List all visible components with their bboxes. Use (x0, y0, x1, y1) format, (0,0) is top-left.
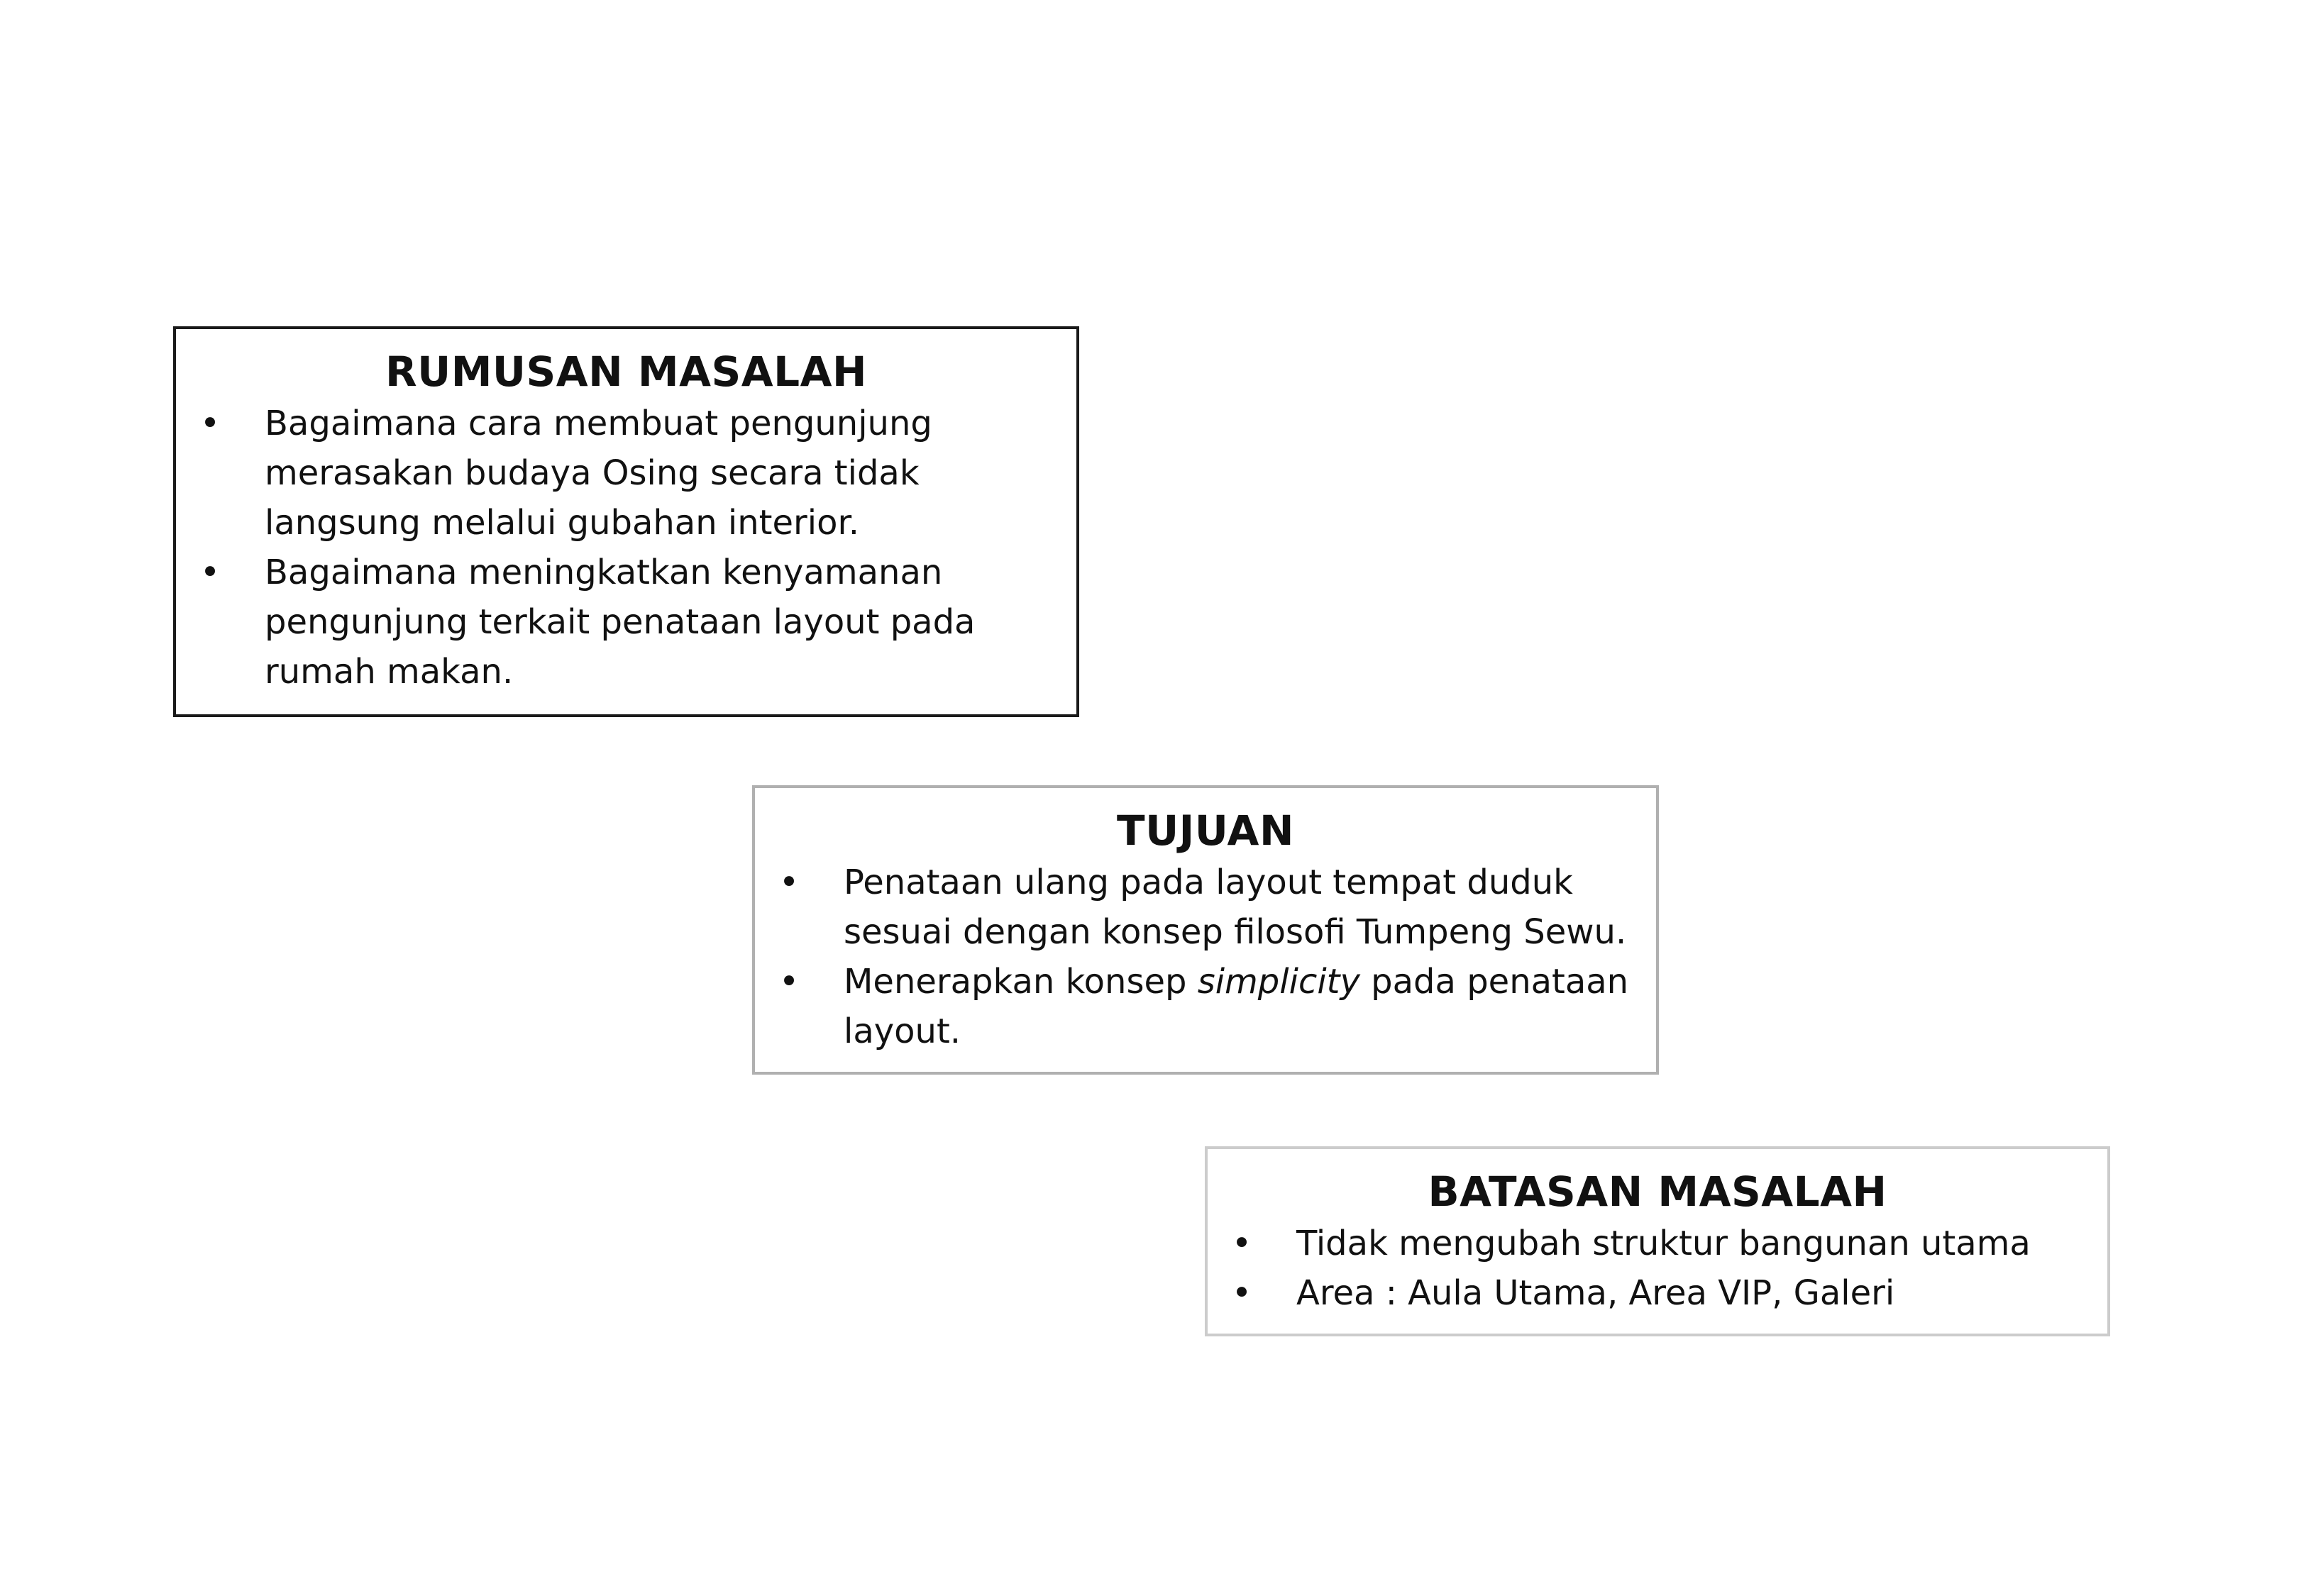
emphasis-text: simplicity (1197, 962, 1360, 1002)
list-item (755, 957, 1656, 1056)
list-item (176, 548, 1076, 697)
list-item (176, 399, 1076, 548)
bullet-icon: • (199, 553, 221, 592)
list-item-text-before: Menerapkan konsep (844, 962, 1198, 1002)
list-item-text: Bagaimana cara membuat pengunjung merasakan budaya Osing secara tidak langsung melalui gubahan interior. (265, 404, 932, 543)
tujuan-title: TUJUAN (1117, 807, 1294, 855)
rumusan-masalah-box (173, 326, 1079, 717)
rumusan-masalah-list (176, 399, 1076, 697)
batasan-masalah-box (1205, 1146, 2110, 1336)
tujuan-box (752, 785, 1659, 1075)
batasan-masalah-list (1208, 1219, 2107, 1318)
list-item-text: Bagaimana meningkatkan kenyamanan pengunjung terkait penataan layout pada rumah makan. (265, 553, 976, 692)
bullet-icon: • (1231, 1273, 1252, 1313)
list-item (1208, 1268, 2107, 1318)
list-item (1208, 1219, 2107, 1268)
bullet-icon: • (778, 863, 800, 902)
list-item-text: Area : Aula Utama, Area VIP, Galeri (1296, 1273, 1895, 1313)
batasan-masalah-title: BATASAN MASALAH (1428, 1168, 1887, 1216)
list-item-text: Tidak mengubah struktur bangunan utama (1296, 1224, 2031, 1263)
list-item (755, 858, 1656, 957)
bullet-icon: • (1231, 1224, 1252, 1263)
tujuan-list (755, 858, 1656, 1056)
bullet-icon: • (199, 404, 221, 443)
list-item-text-after: pada penataan layout. (844, 962, 1629, 1051)
list-item-text: Penataan ulang pada layout tempat duduk sesuai dengan konsep filosofi Tumpeng Sewu. (844, 863, 1627, 952)
rumusan-masalah-title: RUMUSAN MASALAH (385, 348, 868, 396)
list-item-text (844, 962, 1628, 1051)
bullet-icon: • (778, 962, 800, 1002)
